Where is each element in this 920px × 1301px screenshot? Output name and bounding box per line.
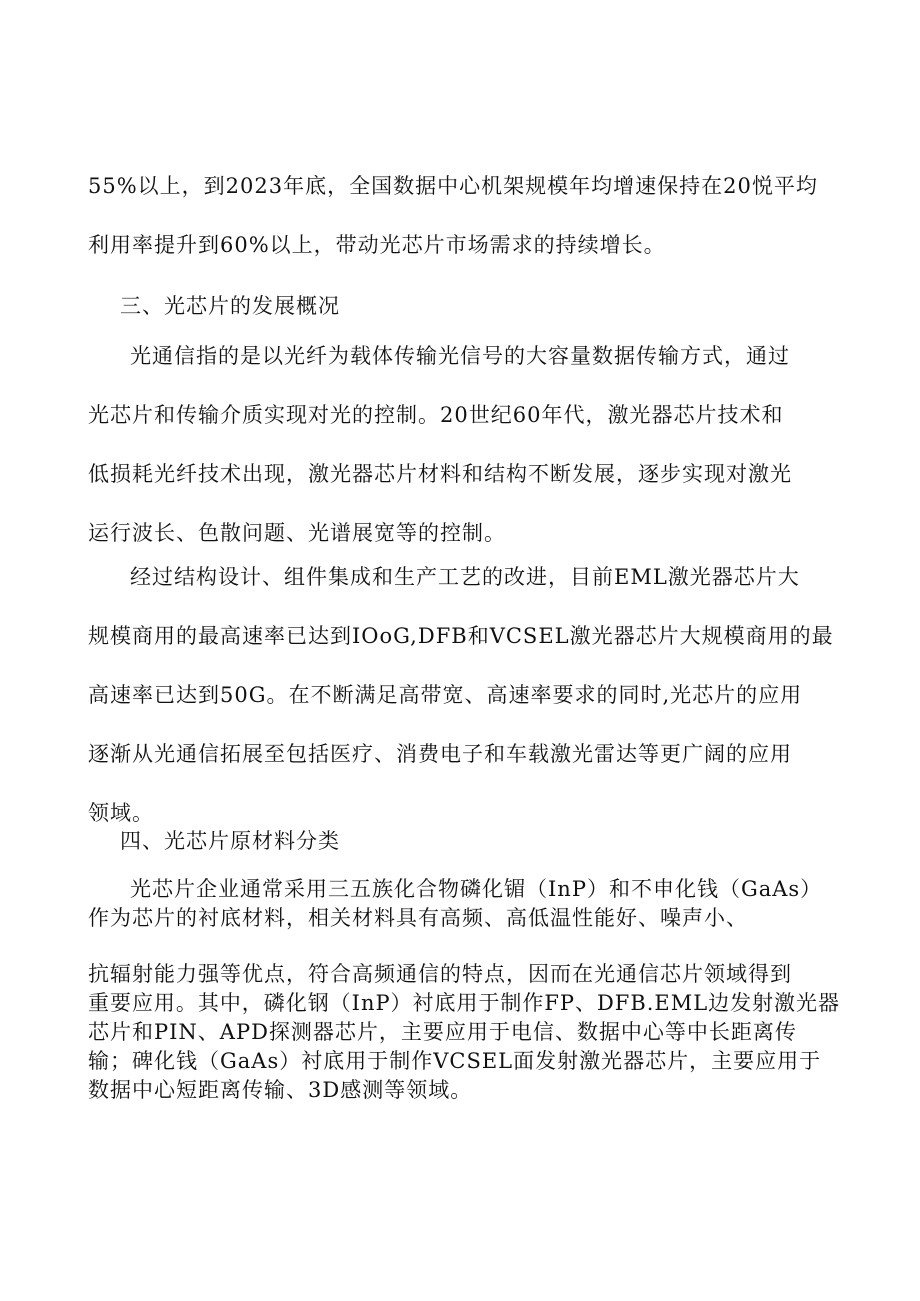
- text-line: 抗辐射能力强等优点，符合高频通信的特点，因而在光通信芯片领域得到: [88, 962, 792, 986]
- text-line: 高速率已达到50G。在不断满足高带宽、高速率要求的同时,光芯片的应用: [88, 683, 803, 707]
- text-line: 逐渐从光通信拓展至包括医疗、消费电子和车载激光雷达等更广阔的应用: [88, 742, 792, 766]
- text-line: 55%以上，到2023年底，全国数据中心机架规模年均增速保持在20悦平均: [88, 174, 818, 198]
- paragraph-substrate-applications: [88, 960, 840, 1105]
- text-line: 光芯片和传输介质实现对光的控制。20世纪60年代，激光器芯片技术和: [88, 403, 784, 427]
- paragraph-data-center-growth: [88, 157, 840, 275]
- text-line: 重要应用。其中，磷化钢（InP）衬底用于制作FP、DFB.EML边发射激光器: [88, 991, 840, 1015]
- text-line: 光芯片企业通常采用三五族化合物磷化镅（InP）和不申化钱（GaAs）: [130, 877, 823, 901]
- text-line: 领域。: [88, 801, 154, 825]
- text-line: 作为芯片的衬底材料，相关材料具有高频、高低温性能好、噪声小、: [88, 906, 748, 930]
- text-line: 利用率提升到60%以上，带动光芯片市场需求的持续增长。: [88, 233, 666, 257]
- text-line: 光通信指的是以光纤为载体传输光信号的大容量数据传输方式，通过: [130, 344, 790, 368]
- section-heading-development: 三、光芯片的发展概况: [120, 294, 340, 318]
- text-line: 规模商用的最高速率已达到IOoG,DFB和VCSEL激光器芯片大规模商用的最: [88, 624, 834, 648]
- paragraph-substrate-materials: [88, 875, 840, 933]
- text-line: 数据中心短距离传输、3D感测等领域。: [88, 1078, 473, 1102]
- text-line: 经过结构设计、组件集成和生产工艺的改进，目前EML激光器芯片大: [130, 565, 800, 589]
- text-line: 运行波长、色散问题、光谱展宽等的控制。: [88, 521, 506, 545]
- text-line: 低损耗光纤技术出现，激光器芯片材料和结构不断发展，逐步实现对激光: [88, 462, 792, 486]
- section-heading-materials: 四、光芯片原材料分类: [120, 829, 340, 853]
- paragraph-chip-speed: [88, 548, 840, 843]
- text-line: 输；碑化钱（GaAs）衬底用于制作VCSEL面发射激光器芯片，主要应用于: [88, 1049, 822, 1073]
- paragraph-optical-communication: [88, 327, 840, 563]
- text-line: 芯片和PIN、APD探测器芯片，主要应用于电信、数据中心等中长距离传: [88, 1020, 797, 1044]
